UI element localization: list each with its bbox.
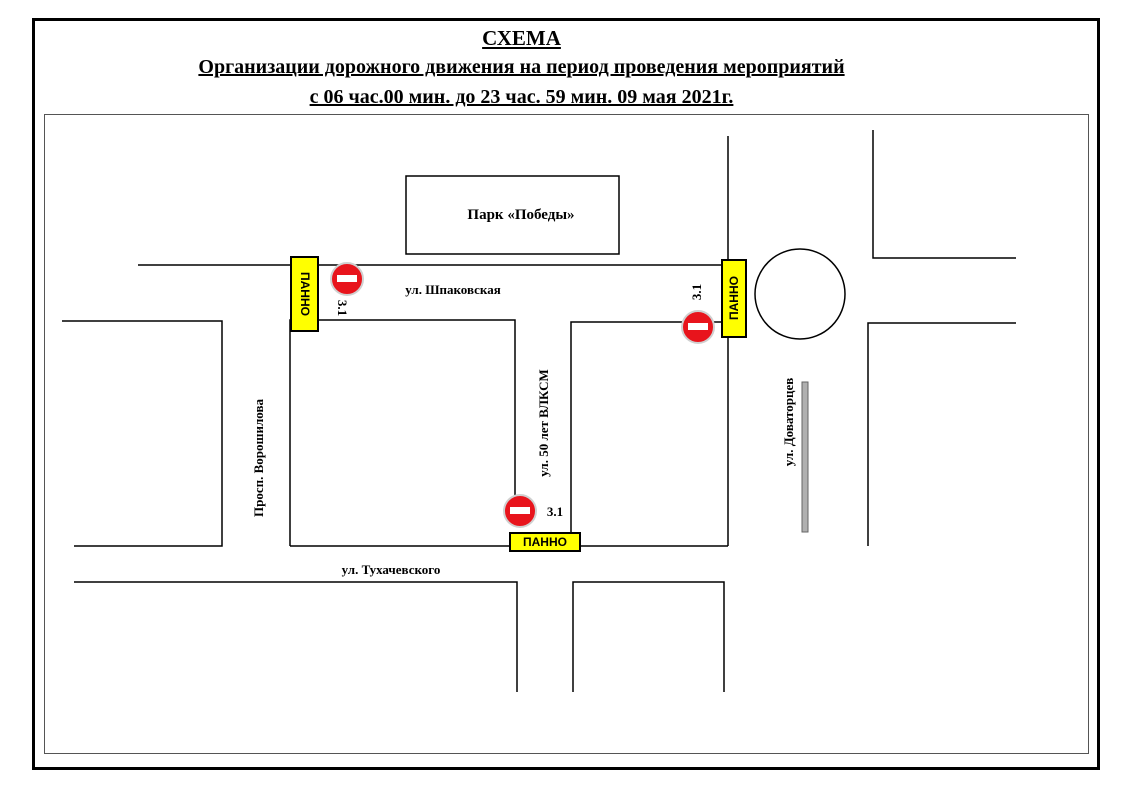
road-edge-block-b (571, 322, 728, 546)
no-entry-sign-icon (331, 263, 363, 295)
scheme-subtitle: Организации дорожного движения на период проведения мероприятий (198, 56, 845, 78)
road-edge-se-block (868, 323, 1016, 546)
panno-left (291, 257, 318, 331)
street-label-vlksm: ул. 50 лет ВЛКСМ (536, 369, 551, 477)
roundabout (755, 249, 845, 339)
street-label-voroshilova: Просп. Ворошилова (251, 399, 266, 517)
no-entry-sign-icon (682, 311, 714, 343)
scheme-period: с 06 час.00 мин. до 23 час. 59 мин. 09 мая 2021г. (309, 86, 734, 108)
sign-code-bottom: 3.1 (546, 504, 564, 519)
svg-text:ПАННО: ПАННО (727, 276, 742, 320)
street-label-shpakovskaya: ул. Шпаковская (405, 282, 501, 297)
svg-text:ПАННО: ПАННО (523, 535, 567, 550)
sign-code-left: 3.1 (335, 299, 350, 317)
no-entry-sign-icon (504, 495, 536, 527)
road-edge-tukh-south-right (573, 582, 724, 692)
street-label-dovatortsev: ул. Доваторцев (781, 377, 796, 467)
svg-text:ПАННО: ПАННО (297, 272, 312, 316)
scheme-title: СХЕМА (482, 26, 561, 50)
median-divider (802, 382, 808, 532)
road-edge-block-a (290, 320, 515, 546)
street-label-tukhachevskogo: ул. Тухачевского (341, 562, 441, 577)
panno-bottom (510, 533, 580, 551)
road-edge-tukh-south-left (74, 582, 517, 692)
panno-right (722, 260, 746, 337)
park-label: Парк «Победы» (467, 207, 575, 223)
road-edge-ne-block (873, 130, 1016, 258)
sign-code-right: 3.1 (689, 283, 704, 301)
road-edge-west-block (62, 321, 222, 546)
